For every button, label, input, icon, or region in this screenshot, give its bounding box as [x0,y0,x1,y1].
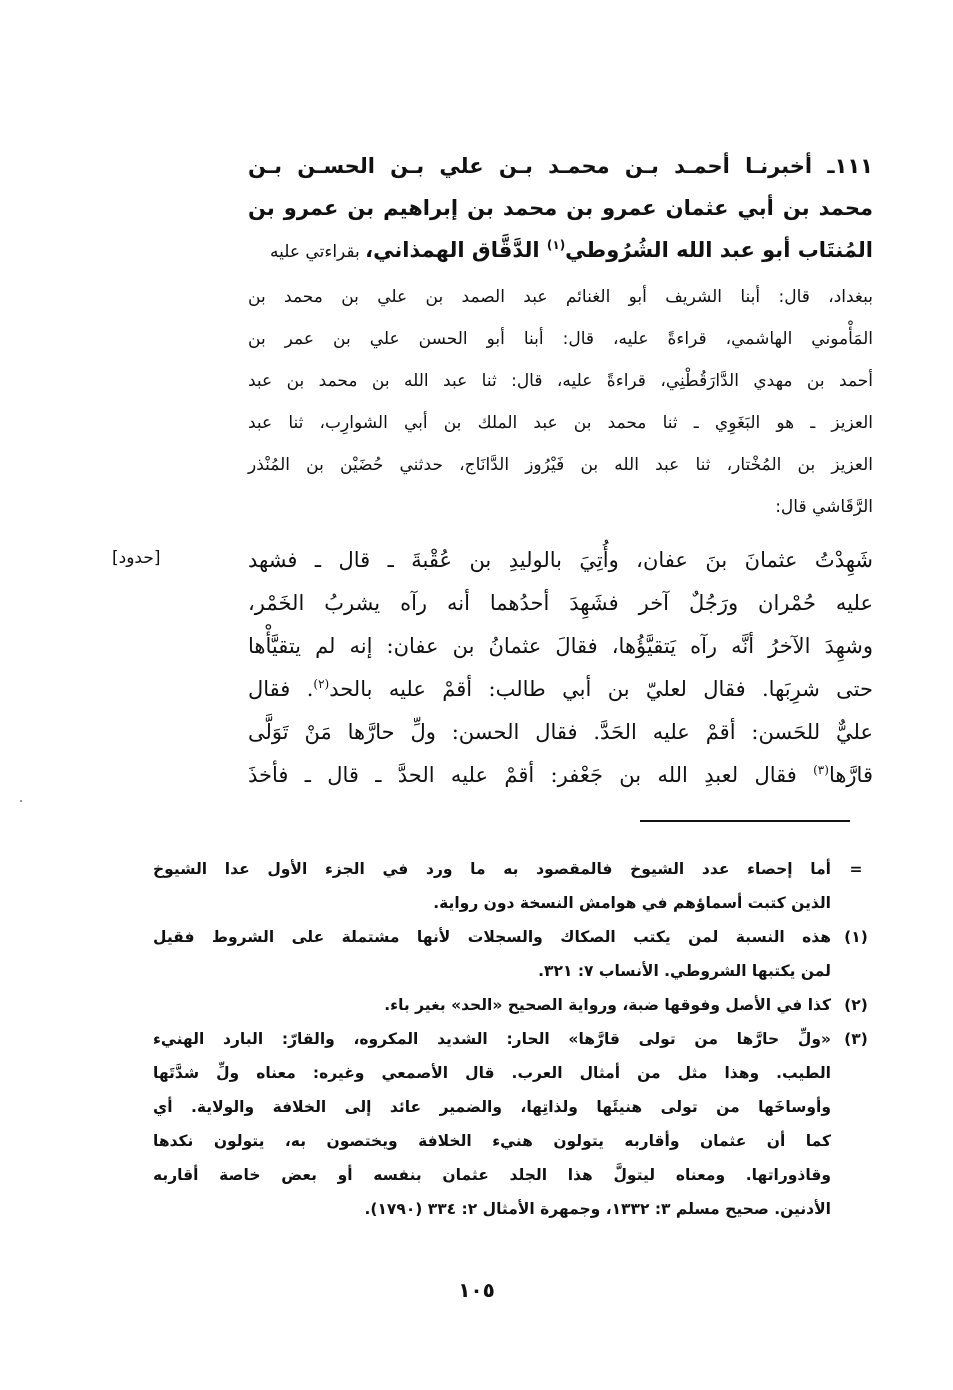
footnote-number: (١) [844,928,868,946]
margin-topic-label: [حدود] [112,548,161,568]
footnote-line: كما أن عثمان وأقاربه يتولون هنيء الخلافة ويختصون به، يتولون نكدها [153,1132,831,1150]
isnad-chain [248,276,873,528]
footnote-ref-2[interactable]: (٢) [313,677,330,691]
footnote-line: «ولِّ حارَّها من تولى قارَّها» الحار: الشديد المكروه، والقارّ: البارد الهنيء [153,1030,831,1048]
isnad-line: أحمد بن مهدي الدَّارَقُطْنِي، قراءةً عليه، قال: ثنا عبد الله بن محمد بن عبد [248,371,873,391]
heading-line-3-name: المُنتَاب أبو عبد الله الشُرُوطي [565,238,873,262]
heading-line-3 [248,229,873,273]
heading-line-1: ١١١ـ أخبرنـا أحمـد بـن محمـد بـن علي بـن الحسـن بـن [248,154,873,178]
footnote-1 [153,920,873,988]
body-line [248,668,873,711]
hadith-body [248,539,873,797]
footnote-ref-1[interactable]: (١) [546,238,566,252]
hadith-heading [248,145,873,273]
footnotes [153,852,873,1226]
body-line: عليه حُمْران ورَجُلٌ آخر فشَهِدَ أحدُهما أنه رآه يشربُ الخَمْر، [248,591,873,615]
footnote-line: الطيب. وهذا مثل من أمثال العرب. قال الأصمعي وغيره: معناه ولِّ شدَّتَها [153,1064,831,1082]
footnote-line: وقاذوراتها. ومعناه ليتولَّ هذا الجلد عثمان بنفسه أو بعض خاصة أقاربه [153,1166,831,1184]
isnad-line: العزيز بن المُخْتار، ثنا عبد الله بن فَيْرُوز الدَّانَاج، حدثني حُضَيْن بن المُنْذر [248,455,873,475]
footnote-ref-3[interactable]: (٣) [813,763,829,777]
scan-speck [20,800,22,802]
body-line-4b: . فقال [248,677,314,701]
page-number: ١٠٥ [458,1278,495,1302]
body-line [248,754,873,797]
footnote-number: (٢) [844,996,868,1014]
footnote-number: = [849,860,863,878]
footnote-continuation [153,852,873,920]
footnote-line: وأوساخَها من تولى هنيئَها ولذاتِها، والضمير عائد إلى الخلافة والولاية. أي [153,1098,831,1116]
heading-line-2: محمد بن أبي عثمان عمرو بن محمد بن إبراهيم بن عمرو بن [248,196,873,220]
body-line: عليٌّ للحَسن: أقمْ عليه الحَدَّ. فقال الحسن: ولِّ حارَّها مَنْ تَوَلَّى [248,720,873,744]
footnote-2 [153,988,873,1022]
body-line-6b: فقال لعبدِ الله بن جَعْفر: أقمْ عليه الحدَّ ـ قال ـ فأخذَ [248,763,814,787]
footnote-line: لمن يكتبها الشروطي. الأنساب ٧: ٣٢١. [538,962,831,980]
body-line-6a: قارَّها [828,763,873,787]
footnote-3 [153,1022,873,1226]
footnote-line: كذا في الأصل وفوقها ضبة، ورواية الصحيح «الحد» بغير باء. [384,996,831,1014]
isnad-line: ببغداد، قال: أبنا الشريف أبو الغنائم عبد الصمد بن علي بن محمد بن [248,287,873,307]
isnad-line: العزيز ـ هو البَغَوِي ـ ثنا محمد بن عبد الملك بن أبي الشوارِب، ثنا عبد [248,413,873,433]
heading-line-3-rest: بقراءتي عليه [270,242,366,262]
footnote-divider [640,820,850,822]
footnote-line: الأدنين. صحيح مسلم ٣: ١٣٣٢، وجمهرة الأمثال ٢: ٣٣٤ (١٧٩٠). [364,1200,831,1218]
footnote-line: هذه النسبة لمن يكتب الصكاك والسجلات لأنها مشتملة على الشروط فقيل [153,928,831,946]
footnote-line: أما إحصاء عدد الشيوخ فالمقصود به ما ورد في الجزء الأول عدا الشيوخ [153,860,831,878]
footnote-line: الذين كتبت أسماؤهم في هوامش النسخة دون رواية. [433,894,831,912]
footnote-number: (٣) [844,1030,868,1048]
body-line: شَهِدْتُ عثمانَ بنَ عفان، وأُتِيَ بالوليدِ بن عُقْبةَ ـ قال ـ فشهد [248,548,873,572]
body-line: وشهِدَ الآخرُ أنَّه رآه يَتقيَّؤُها، فقالَ عثمانُ بن عفان: إنه لم يتقيَّأْها [248,634,873,658]
isnad-line: المَأْموني الهاشمي، قراءةً عليه، قال: أبنا أبو الحسن علي بن عمر بن [248,329,873,349]
isnad-line: الرَّقَاشي قال: [775,497,873,517]
body-line-4a: حتى شرِبَها. فقال لعليّ بن أبي طالب: أقمْ عليه بالحد [329,677,873,701]
heading-line-3-name-2: الدَّقَّاق الهمذاني، [365,238,547,262]
